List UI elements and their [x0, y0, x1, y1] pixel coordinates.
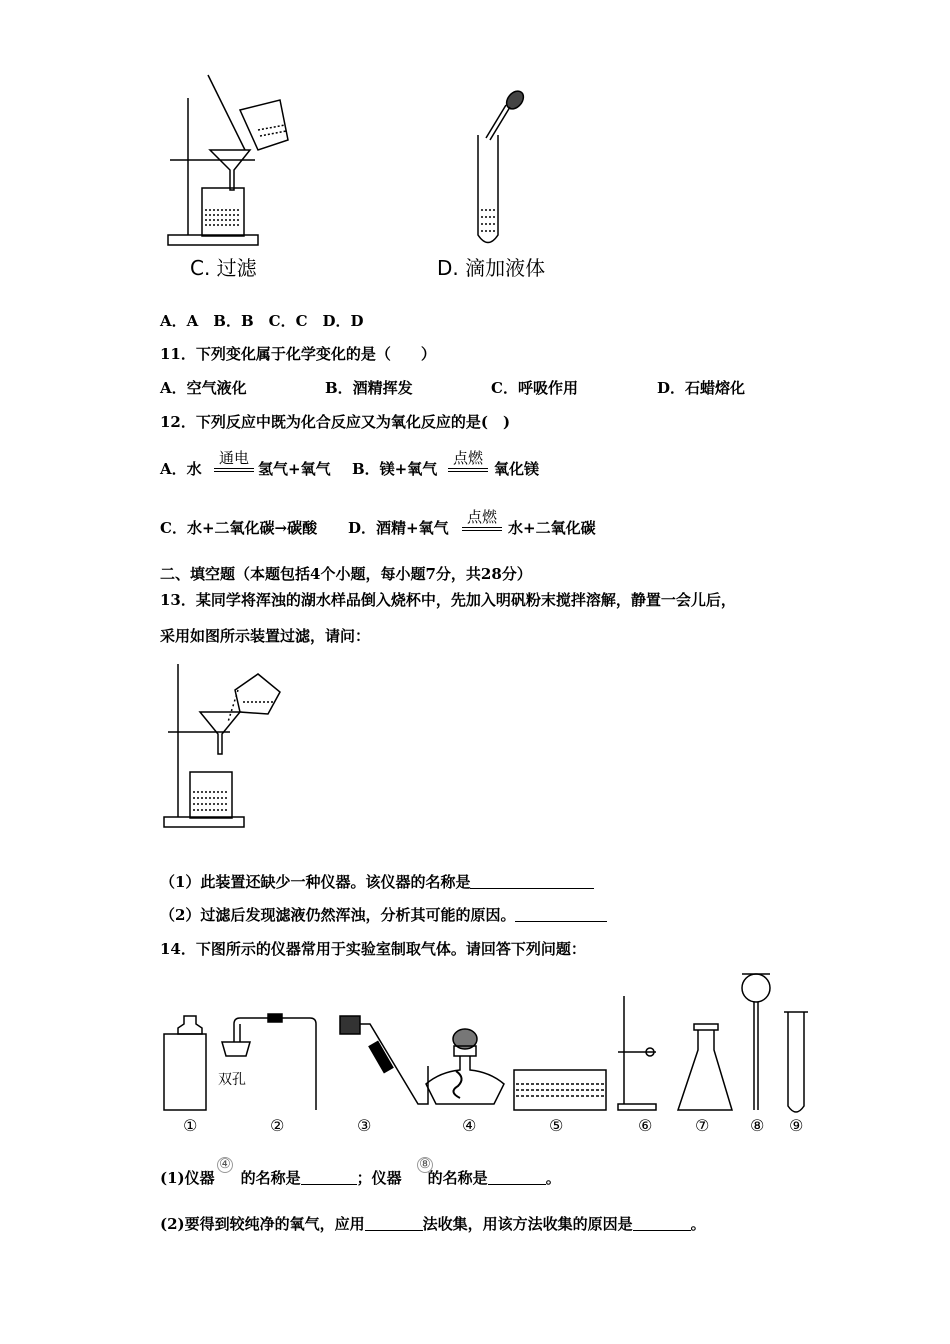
- q12-d-condition-text: 点燃: [466, 508, 497, 526]
- q12-b-left: B．镁+氧气: [352, 460, 438, 478]
- dropper-figure-d: [460, 85, 540, 255]
- apparatus-number-5: ⑤: [549, 1116, 564, 1135]
- q13-part2-text: （2）过滤后发现滤液仍然浑浊，分析其可能的原因。: [160, 906, 516, 924]
- q11-option-c: C．呼吸作用: [491, 379, 578, 397]
- q12-a-condition-text: 通电: [218, 449, 249, 467]
- q11-option-a: A．空气液化: [160, 379, 247, 397]
- q14-part2-blank1[interactable]: [365, 1216, 423, 1231]
- figure-c-caption: C. 过滤: [190, 256, 257, 280]
- apparatus-number-8: ⑧: [750, 1116, 765, 1135]
- q14-part1-c: ；仪器: [356, 1169, 402, 1187]
- filtration-figure-c: [160, 70, 300, 250]
- q14-part2-blank2[interactable]: [633, 1216, 691, 1231]
- q13-part2-blank[interactable]: [515, 907, 607, 922]
- figure-d-caption: D. 滴加液体: [437, 256, 546, 280]
- q13-part2: [160, 907, 607, 923]
- q14-part2-c: 。: [690, 1215, 706, 1233]
- q14-part1-d: 的名称是: [427, 1169, 488, 1187]
- q10-options: A．A B．B C．C D．D: [160, 312, 364, 330]
- q14-stem: 14．下图所示的仪器常用于实验室制取气体。请回答下列问题：: [160, 940, 586, 958]
- q12-a-left: A．水: [160, 460, 202, 478]
- q12-option-c: C．水+二氧化碳→碳酸: [160, 519, 318, 537]
- q14-part2-a: (2)要得到较纯净的氧气，应用: [160, 1215, 365, 1233]
- apparatus-number-4: ④: [462, 1116, 477, 1135]
- q13-part1: [160, 874, 594, 890]
- q12-d-right: 水+二氧化碳: [508, 519, 596, 537]
- apparatus-number-2: ②: [270, 1116, 285, 1135]
- q12-a-condition: [214, 451, 254, 472]
- q12-d-condition: [462, 510, 502, 531]
- apparatus-number-9: ⑨: [789, 1116, 804, 1135]
- q14-part1-blank2[interactable]: [488, 1170, 546, 1185]
- q14-part1-a: (1)仪器: [160, 1169, 215, 1187]
- apparatus-number-6: ⑥: [638, 1116, 653, 1135]
- q12-a-right: 氢气+氧气: [258, 460, 331, 478]
- q11-option-d: D．石蜡熔化: [657, 379, 746, 397]
- q14-part2-b: 法收集，用该方法收集的原因是: [422, 1215, 633, 1233]
- q12-d-left: D．酒精+氧气: [348, 519, 449, 537]
- apparatus-number-3: ③: [357, 1116, 372, 1135]
- apparatus-number-7: ⑦: [695, 1116, 710, 1135]
- q14-part1-blank1[interactable]: [301, 1170, 357, 1185]
- label-double-hole: 双孔: [218, 1072, 246, 1088]
- q14-part1-e: 。: [545, 1169, 561, 1187]
- q13-line2: 采用如图所示装置过滤，请问：: [160, 627, 371, 645]
- q14-superscript-4: ④: [217, 1157, 233, 1173]
- q14-part1: [160, 1170, 561, 1186]
- q14-part2: [160, 1216, 706, 1232]
- q12-stem: 12．下列反应中既为化合反应又为氧化反应的是( ): [160, 413, 511, 431]
- q12-b-condition-text: 点燃: [452, 449, 483, 467]
- q11-stem: 11．下列变化属于化学变化的是（ ）: [160, 345, 436, 363]
- section2-heading: 二、填空题（本题包括4个小题，每小题7分，共28分）: [160, 565, 532, 583]
- q12-b-right: 氧化镁: [494, 460, 540, 478]
- q13-part1-blank[interactable]: [470, 874, 594, 889]
- q11-option-b: B．酒精挥发: [325, 379, 413, 397]
- q12-b-condition: [448, 451, 488, 472]
- q14-apparatus-figure: [160, 966, 820, 1116]
- q14-part1-b: 的名称是: [240, 1169, 301, 1187]
- q13-filtration-figure: [160, 662, 290, 832]
- apparatus-number-1: ①: [183, 1116, 198, 1135]
- q14-superscript-8: ⑧: [417, 1157, 433, 1173]
- q13-line1: 13．某同学将浑浊的湖水样品倒入烧杯中，先加入明矾粉末搅拌溶解，静置一会儿后，: [160, 591, 736, 609]
- q13-part1-text: （1）此装置还缺少一种仪器。该仪器的名称是: [160, 873, 471, 891]
